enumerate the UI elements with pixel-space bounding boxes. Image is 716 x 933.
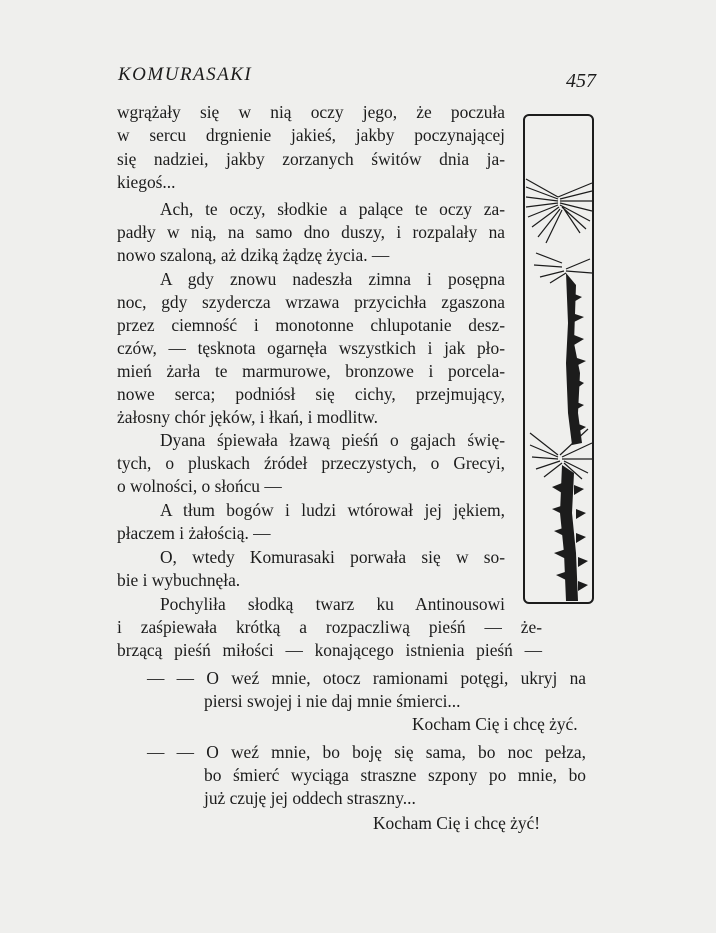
body-line: brzącą pieśń miłości — konającego istnienia pieśń — <box>117 640 542 660</box>
poem-line: — — O weź mnie, bo boję się sama, bo noc pełza, <box>147 742 586 762</box>
body-line: A tłum bogów i ludzi wtórował jej jękiem, <box>160 500 505 520</box>
body-line: padły w nią, na samo dno duszy, i rozpalały na <box>117 222 505 242</box>
body-line: wgrążały się w nią oczy jego, że poczuła <box>117 102 505 122</box>
palm-tree-ornament-icon <box>522 113 595 605</box>
poem-line: — — O weź mnie, otocz ramionami potęgi, ukryj na <box>147 668 586 688</box>
poem-line: już czuję jej oddech straszny... <box>204 788 416 808</box>
body-line: czów, — tęsknota ogarnęła wszystkich i jak pło- <box>117 338 505 358</box>
body-line: noc, gdy szydercza wrzawa przycichła zgaszona <box>117 292 505 312</box>
body-line: kiegoś... <box>117 172 176 192</box>
body-line: bie i wybuchnęła. <box>117 570 241 590</box>
running-header-title: KOMURASAKI <box>118 64 253 85</box>
poem-refrain: Kocham Cię i chcę żyć! <box>373 813 541 833</box>
poem-refrain: Kocham Cię i chcę żyć. <box>412 714 578 734</box>
poem-line: piersi swojej i nie daj mnie śmierci... <box>204 691 461 711</box>
body-line: Ach, te oczy, słodkie a palące te oczy za- <box>160 199 505 219</box>
body-line: przez ciemność i monotonne chlupotanie desz- <box>117 315 505 335</box>
body-line: i zaśpiewała krótką a rozpaczliwą pieśń — że- <box>117 617 542 637</box>
body-line: Dyana śpiewała łzawą pieśń o gajach świę- <box>160 430 505 450</box>
body-line: nowo szaloną, aż dziką żądzę życia. — <box>117 245 390 265</box>
body-line: płaczem i żałością. — <box>117 523 271 543</box>
poem-line: bo śmierć wyciąga straszne szpony po mnie, bo <box>204 765 586 785</box>
body-line: O, wtedy Komurasaki porwała się w so- <box>160 547 505 567</box>
page-number: 457 <box>566 70 596 92</box>
body-line: mień żarła te marmurowe, bronzowe i porcela- <box>117 361 505 381</box>
body-line: o wolności, o słońcu — <box>117 476 282 496</box>
body-line: żałosny chór jęków, i łkań, i modlitw. <box>117 407 378 427</box>
body-line: Pochyliła słodką twarz ku Antinousowi <box>160 594 505 614</box>
body-line: nowe serca; podniósł się cichy, przejmujący, <box>117 384 505 404</box>
body-line: tych, o pluskach źródeł przeczystych, o Grecyi, <box>117 453 505 473</box>
body-line: w sercu drgnienie jakieś, jakby poczynającej <box>117 125 505 145</box>
body-line: się nadziei, jakby zorzanych świtów dnia ja- <box>117 149 505 169</box>
body-line: A gdy znowu nadeszła zimna i posępna <box>160 269 505 289</box>
